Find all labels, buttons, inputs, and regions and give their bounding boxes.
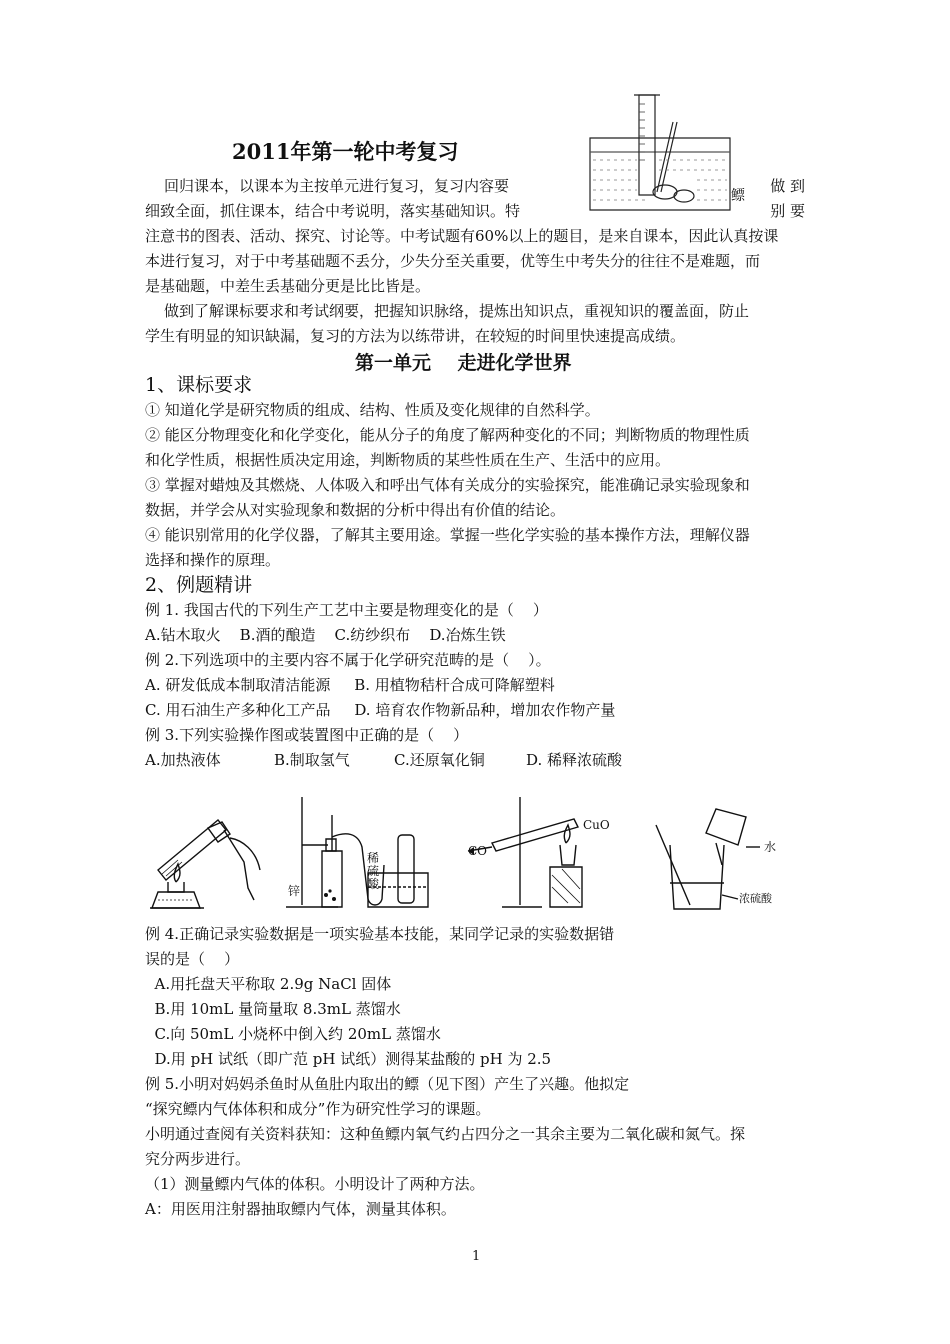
standards-line-7: 选择和操作的原理。 [145,551,281,569]
ex3-option-a: A.加热液体 [145,751,221,769]
example-line: “探究鳔内气体体积和成分”作为研究性学习的课题。 [145,1100,491,1118]
example-line: C.向 50mL 小烧杯中倒入约 20mL 蒸馏水 [145,1025,441,1043]
intro-para2-line-2: 学生有明显的知识缺漏，复习的方法为以练带讲，在较短的时间里快速提高成绩。 [145,327,686,345]
example-line: 例 3.下列实验操作图或装置图中正确的是（ ） [145,726,469,744]
example-line: 小明通过查阅有关资料获知：这种鱼鳔内氧气约占四分之一其余主要为二氧化碳和氮气。探 [145,1125,746,1143]
label-cuo: CuO [583,818,610,832]
bladder-label: 鳔 [731,188,745,204]
section-heading-examples: 2、例题精讲 [145,574,253,596]
example-line: 例 2.下列选项中的主要内容不属于化学研究范畴的是（ ）。 [145,651,551,669]
intro-para2-line-1: 做到了解课标要求和考试纲要，把握知识脉络，提炼出知识点，重视知识的覆盖面，防止 [164,302,750,320]
standards-line-6: ④ 能识别常用的化学仪器，了解其主要用途。掌握一些化学实验的基本操作方法，理解仪器 [145,526,750,544]
example-line: 例 1. 我国古代的下列生产工艺中主要是物理变化的是（ ） [145,601,548,619]
example-line: C. 用石油生产多种化工产品 D. 培育农作物新品种，增加农作物产量 [145,701,616,719]
example-line: A.钻木取火 B.酒的酿造 C.纺纱织布 D.冶炼生铁 [145,626,506,644]
standards-line-3: 和化学性质，根据性质决定用途，判断物质的某些性质在生产、生活中的应用。 [145,451,671,469]
label-co: CO [468,844,488,858]
section-heading-standards: 1、课标要求 [145,374,253,396]
example-line: （1）测量鳔内气体的体积。小明设计了两种方法。 [145,1175,485,1193]
intro-line-2: 细致全面，抓住课本，结合中考说明，落实基础知识。特 别 要 [145,202,805,220]
standards-line-4: ③ 掌握对蜡烛及其燃烧、人体吸入和呼出气体有关成分的实验探究，能准确记录实验现象和 [145,476,750,494]
label-water: 水 [764,840,777,854]
intro-line-4: 本进行复习，对于中考基础题不丢分，少失分至关重要，优等生中考失分的往往不是难题，而 [145,252,761,270]
ex3-option-b: B.制取氢气 [274,751,350,769]
example-line: A. 研发低成本制取清洁能源 B. 用植物秸杆合成可降解塑料 [145,676,555,694]
intro-line-3: 注意书的图表、活动、探究、讨论等。中考试题有60%以上的题目，是来自课本，因此认真按课 [145,227,779,245]
page-title: 2011年第一轮中考复习 [232,139,459,164]
intro-line-5: 是基础题，中差生丢基础分更是比比皆是。 [145,277,431,295]
page-number: 1 [472,1249,481,1264]
example-line: A.用托盘天平称取 2.9g NaCl 固体 [145,975,392,993]
standards-line-5: 数据，并学会从对实验现象和数据的分析中得出有价值的结论。 [145,501,566,519]
apparatus-hydrogen [282,795,442,915]
example-line: 例 4.正确记录实验数据是一项实验基本技能，某同学记录的实验数据错 [145,925,615,943]
standards-line-2: ② 能区分物理变化和化学变化，能从分子的角度了解两种变化的不同；判断物质的物理性质 [145,426,750,444]
label-dilute-acid: 稀硫酸 [367,851,380,891]
ex3-option-d: D. 稀释浓硫酸 [526,751,623,769]
example-line: 误的是（ ） [145,950,240,968]
example-line: A：用医用注射器抽取鳔内气体，测量其体积。 [145,1200,456,1218]
example-line: B.用 10mL 量筒量取 8.3mL 蒸馏水 [145,1000,401,1018]
unit-title: 第一单元 走进化学世界 [355,352,572,374]
apparatus-heating-liquid [148,800,268,912]
example-line: 例 5.小明对妈妈杀鱼时从鱼肚内取出的鳔（见下图）产生了兴趣。他拟定 [145,1075,630,1093]
label-zinc: 锌 [288,884,301,898]
intro-line-1: 回归课本，以课本为主按单元进行复习，复习内容要 做 到 [164,177,805,195]
example-line: D.用 pH 试纸（即广范 pH 试纸）测得某盐酸的 pH 为 2.5 [145,1050,552,1068]
ex3-option-c: C.还原氧化铜 [394,751,485,769]
example-line: 究分两步进行。 [145,1150,251,1168]
label-conc-acid: 浓硫酸 [739,892,772,905]
standards-line-1: ① 知道化学是研究物质的组成、结构、性质及变化规律的自然科学。 [145,401,600,419]
